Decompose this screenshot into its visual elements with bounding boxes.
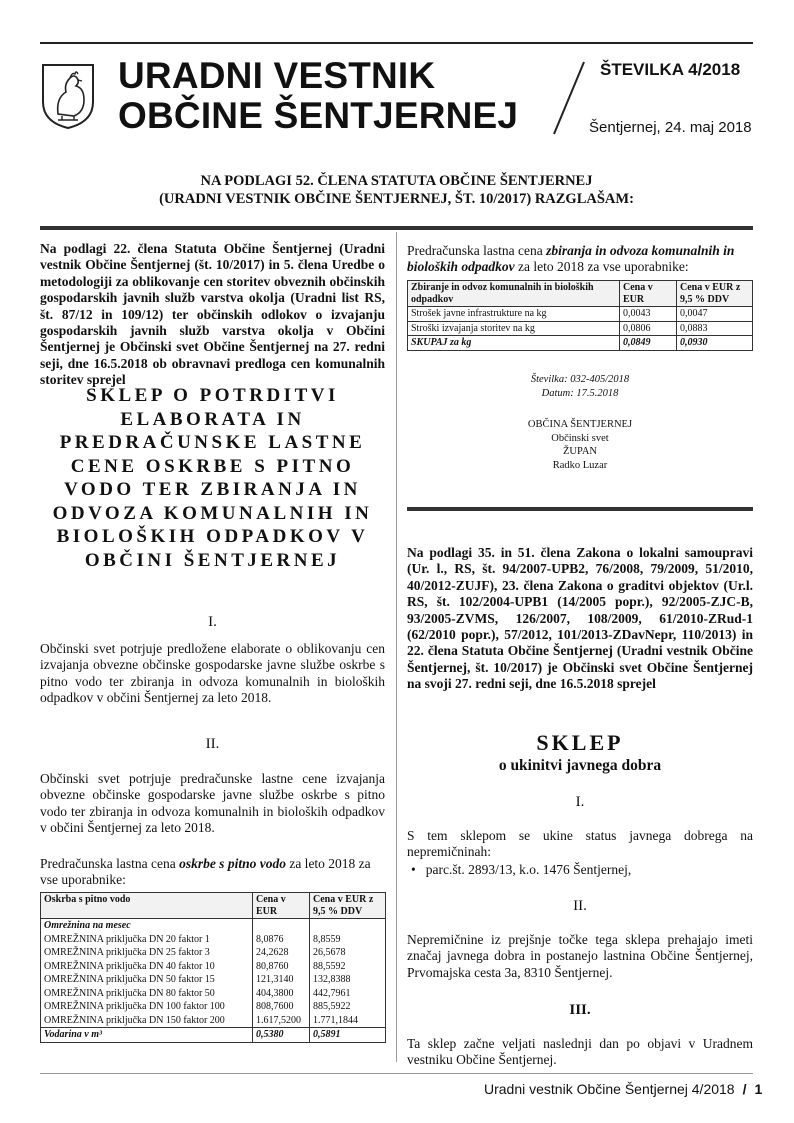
table-row — [41, 933, 386, 947]
proclamation-line-2: (URADNI VESTNIK OBČINE ŠENTJERNEJ, ŠT. 10/2017) RAZGLAŠAM: — [159, 191, 634, 207]
table-cell: 24,2628 — [253, 946, 310, 960]
table-total-row — [408, 336, 753, 351]
table-cell: OMREŽNINA priključka DN 80 faktor 50 — [41, 987, 253, 1001]
right-section-3-text: Ta sklep začne veljati naslednji dan po objavi v Uradnem vestniku Občine Šentjernej. — [407, 1036, 753, 1068]
table-row — [41, 987, 386, 1001]
water-intro-em: oskrbe s pitno vodo — [179, 856, 286, 871]
table-cell: 0,0930 — [677, 336, 753, 351]
footer-rule — [40, 1073, 753, 1074]
rooster-crest-icon — [40, 62, 96, 130]
table-cell: 404,3800 — [253, 987, 310, 1001]
right-section-1-heading: I. — [575, 794, 585, 810]
signature-name: Radko Luzar — [552, 459, 608, 471]
water-price-table — [40, 892, 386, 1043]
table-cell: 1.617,5200 — [253, 1014, 310, 1028]
sklep-2-subtitle: o ukinitvi javnega dobra — [498, 757, 662, 774]
table-cell: 121,3140 — [253, 973, 310, 987]
table-cell: 0,5380 — [253, 1028, 310, 1043]
title-line-1: URADNI VESTNIK — [118, 55, 436, 96]
table-row — [408, 321, 753, 336]
table-row — [41, 960, 386, 974]
table-header: Cena v EUR z 9,5 % DDV — [310, 893, 386, 919]
waste-intro-pre: Predračunska lastna cena — [407, 243, 547, 258]
table-row — [41, 946, 386, 960]
table-cell: 0,0043 — [620, 307, 677, 322]
column-divider — [396, 232, 397, 1062]
table-cell: OMREŽNINA priključka DN 100 faktor 100 — [41, 1000, 253, 1014]
table-header: Cena v EUR — [620, 281, 677, 307]
table-cell: OMREŽNINA priključka DN 40 faktor 10 — [41, 960, 253, 974]
publication-title — [118, 56, 518, 136]
table-cell: 0,5891 — [310, 1028, 386, 1043]
right-section-rule — [407, 507, 753, 511]
table-cell: 0,0047 — [677, 307, 753, 322]
table-row — [41, 919, 386, 933]
waste-intro-em: zbiranja in odvoza komunalnih in bioloških odpadkov — [407, 243, 735, 275]
left-section-2-heading: II. — [205, 736, 220, 752]
table-cell: OMREŽNINA priključka DN 20 faktor 1 — [41, 933, 253, 947]
right-section-3-heading: III. — [569, 1002, 591, 1018]
table-row — [41, 973, 386, 987]
table-group-label: Omrežnina na mesec — [41, 919, 253, 933]
proclamation-heading — [40, 172, 753, 208]
table-header-row — [41, 893, 386, 919]
table-cell: 88,5592 — [310, 960, 386, 974]
signature-municipality: OBČINA ŠENTJERNEJ — [527, 419, 633, 430]
table-cell: OMREŽNINA priključka DN 25 faktor 3 — [41, 946, 253, 960]
water-price-intro — [40, 856, 385, 889]
document-date: Datum: 17.5.2018 — [541, 387, 619, 399]
signature-block — [407, 418, 753, 472]
table-cell: 26,5678 — [310, 946, 386, 960]
water-intro-pre: Predračunska lastna cena — [40, 856, 180, 871]
table-cell: Stroški izvajanja storitev na kg — [408, 321, 620, 336]
right-intro: Na podlagi 35. in 51. člena Zakona o lokalni samoupravi (Ur. l., RS, št. 94/2007-UPB2, 76/2008, 79/2009, 51/2010, 40/2012-ZUJF), 23. člena Zakona o graditvi objektov (Ur.l. RS, št. 102/2004-UPB1 (14/2005 popr.), 92/2005-ZJC-B, 93/2005-ZVMS, 126/2007, 108/2009, 61/2010-ZRud-1 (62/2010 popr.), 57/2012, 101/2013-ZDavNepr, 110/2013) in 22. člena Statuta Občine Šentjernej (Uradni vestnik Občine Šentjernej, št. 10/2017) je Občinski svet Občine Šentjernej na svoji 27. redni seji, dne 16.5.2018 sprejel — [407, 545, 753, 692]
left-section-1-text: Občinski svet potrjuje predložene elaborate o oblikovanju cen izvajanja obvezne občinske gospodarske javne službe oskrbe s pitno vodo ter zbiranja in odvoza komunalnih in bioloških odpadkov v občini Šentjernej za leto 2018. — [40, 641, 385, 706]
table-row — [408, 307, 753, 322]
table-cell: 808,7600 — [253, 1000, 310, 1014]
page-number: 1 — [754, 1081, 763, 1097]
table-cell: SKUPAJ za kg — [408, 336, 620, 351]
top-rule — [40, 42, 753, 44]
right-section-2-text: Nepremičnine iz prejšnje točke tega sklepa prehajajo imeti značaj javnega dobra in postanejo lastnina Občine Šentjernej, Prvomajska cesta 3a, 8310 Šentjernej. — [407, 932, 753, 980]
document-reference — [407, 373, 753, 400]
left-section-2-text: Občinski svet potrjuje predračunske lastne cene izvajanja obvezne občinske gospodarske javne službe oskrbe s pitno vodo ter zbiranja in odvoza komunalnih in bioloških odpadkov v občini Šentjernej za leto 2018. — [40, 771, 385, 836]
table-cell: Vodarina v m³ — [41, 1028, 253, 1043]
table-header: Zbiranje in odvoz komunalnih in bioloških odpadkov — [408, 281, 620, 307]
table-total-row — [41, 1028, 386, 1043]
table-cell: Strošek javne infrastrukture na kg — [408, 307, 620, 322]
right-section-2-heading: II. — [573, 898, 587, 914]
table-cell: 8,0876 — [253, 933, 310, 947]
issue-number: ŠTEVILKA 4/2018 — [600, 60, 741, 79]
proclamation-line-1: NA PODLAGI 52. ČLENA STATUTA OBČINE ŠENTJERNEJ — [200, 173, 593, 189]
signature-role: ŽUPAN — [562, 446, 598, 457]
table-cell: 1.771,1844 — [310, 1014, 386, 1028]
document-number: Številka: 032-405/2018 — [530, 374, 630, 385]
table-header: Cena v EUR z 9,5 % DDV — [677, 281, 753, 307]
footer-publication: Uradni vestnik Občine Šentjernej 4/2018 — [484, 1081, 735, 1097]
sklep-title: SKLEP O POTRDITVI ELABORATA IN PREDRAČUNSKE LASTNE CENE OSKRBE S PITNO VODO TER ZBIRANJA IN ODVOZA KOMUNALNIH IN BIOLOŠKIH ODPADKOV V OBČINI ŠENTJERNEJ — [52, 385, 373, 571]
table-cell: 132,8388 — [310, 973, 386, 987]
title-line-2: OBČINE ŠENTJERNEJ — [118, 95, 519, 136]
section-rule — [40, 226, 753, 230]
table-cell: 442,7961 — [310, 987, 386, 1001]
waste-intro-post: za leto 2018 za vse uporabnike: — [514, 259, 689, 275]
water-intro-post: za leto 2018 za vse uporabnike: — [40, 856, 371, 888]
right-section-1-text: S tem sklepom se ukine status javnega dobrega na nepremičninah: — [407, 828, 753, 860]
issue-date: Šentjernej, 24. maj 2018 — [589, 119, 752, 136]
table-header-row — [408, 281, 753, 307]
waste-price-intro — [407, 243, 753, 276]
table-cell: 8,8559 — [310, 933, 386, 947]
table-header: Cena v EUR — [253, 893, 310, 919]
signature-council: Občinski svet — [551, 432, 609, 444]
table-cell: OMREŽNINA priključka DN 50 faktor 15 — [41, 973, 253, 987]
table-cell: 0,0883 — [677, 321, 753, 336]
table-header: Oskrba s pitno vodo — [41, 893, 253, 919]
table-row — [41, 1014, 386, 1028]
table-row — [41, 1000, 386, 1014]
left-section-1-heading: I. — [208, 614, 217, 630]
table-cell: 0,0849 — [620, 336, 677, 351]
footer-separator: / — [742, 1081, 747, 1097]
parcel-list-item: • parc.št. 2893/13, k.o. 1476 Šentjernej, — [411, 862, 757, 878]
waste-price-table — [407, 280, 753, 351]
table-cell: 80,8760 — [253, 960, 310, 974]
page-footer — [484, 1081, 762, 1097]
table-cell: 885,5922 — [310, 1000, 386, 1014]
left-intro: Na podlagi 22. člena Statuta Občine Šentjernej (Uradni vestnik Občine Šentjernej (št. 10/2017) in 5. člena Uredbe o metodologiji za oblikovanje cen storitev obveznih občinskih gospodarskih javnih služb varstva okolja (Uradni list RS, št. 87/12 in 109/12) ter občinskih odlokov o izvajanju gospodarskih javnih služb varstva okolja v Občini Šentjernej je Občinski svet Občine Šentjernej na 27. redni seji, dne 16.5.2018 ob obravnavi predloga cen komunalnih storitev sprejel — [40, 241, 385, 388]
table-cell: 0,0806 — [620, 321, 677, 336]
sklep-2-title: SKLEP — [536, 730, 624, 755]
table-cell: OMREŽNINA priključka DN 150 faktor 200 — [41, 1014, 253, 1028]
